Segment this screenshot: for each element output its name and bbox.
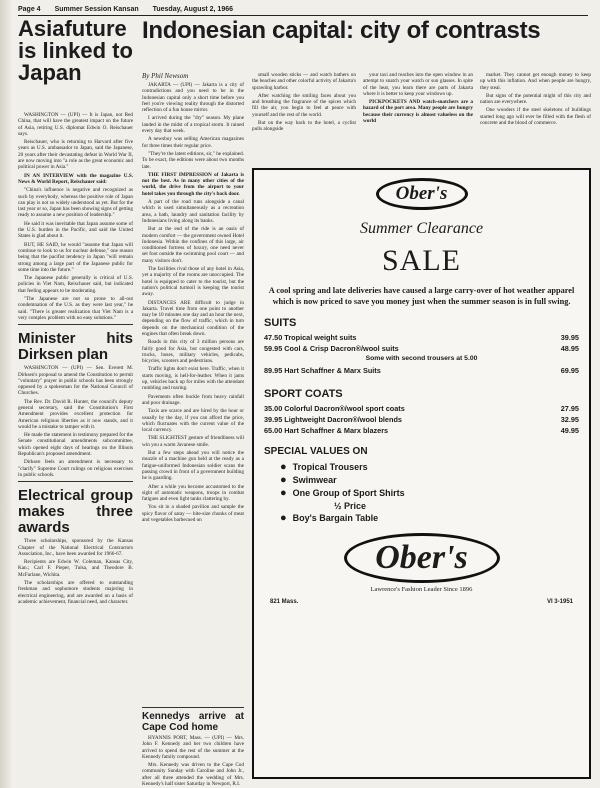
paragraph: Dirksen feels an amendment is necessary to "clarify" Supreme Court rulings on religious exercises in public schools.	[18, 459, 133, 478]
bullet-icon: ●	[280, 461, 287, 473]
special-item	[280, 487, 579, 500]
item-price: 39.95	[560, 333, 579, 342]
paragraph: "They're the latest editions, sir," he explained. To be exact, the editions were about two months late.	[142, 150, 244, 170]
item-name: 35.00 Colorful Dacron®/wool sport coats	[264, 404, 405, 413]
paragraph: WASHINGTON — (UPI) — Sen. Everett M. Dirksen's proposal to amend the Constitution to permit "voluntary" prayer in public schools has been strongly opposed by a spokesman for the National Council of Churches.	[18, 365, 133, 397]
column-1	[18, 112, 133, 782]
item-price: 48.95	[560, 344, 579, 353]
half-price-label: ½ Price	[334, 501, 367, 511]
bullet-icon: ●	[280, 487, 287, 499]
paragraph: Recipients are Edwin W. Coleman, Kansas City, Kan.; Carl F. Pieper, Tulsa, and Theodore B. McFarlane, Wichita.	[18, 559, 133, 578]
special-item	[280, 461, 579, 474]
obers-logo-bottom: Ober's	[344, 533, 500, 583]
price-line	[264, 332, 579, 343]
ad-tagline: Lawrence's Fashion Leader Since 1896	[370, 586, 473, 593]
paragraph: HYANNIS PORT, Mass. — (UPI) — Mrs. John F. Kennedy and her two children have arrived to spend the rest of the summer at the Kennedy family compound.	[142, 735, 244, 760]
price-line	[264, 403, 579, 414]
price-line	[264, 343, 579, 354]
suits-heading: SUITS	[264, 317, 297, 329]
paragraph: Roads in this city of 3 million persons are fairly good for Asia, but congested with cars, trucks, buses, military vehicles, pedicabs, bicycles, scooters and pedestrians.	[142, 339, 244, 365]
headline-kennedys: Kennedys arrive at Cape Cod home	[142, 711, 244, 733]
headline-dirksen: Minister hits Dirksen plan	[18, 330, 133, 364]
paragraph: Pavements often buckle from heavy rainfall and poor drainage.	[142, 393, 244, 406]
byline: By Phil Newsom	[142, 72, 189, 80]
special-item	[280, 512, 579, 525]
article-asia-japan	[18, 112, 133, 321]
paragraph: THE SLIGHTEST gesture of friendliness will win you a warm Javanese smile.	[142, 435, 244, 448]
headline-indonesian-capital: Indonesian capital: city of contrasts	[142, 17, 541, 44]
article-jakarta-part-3	[363, 72, 473, 164]
page-binding-edge	[0, 0, 12, 788]
paragraph: After watching the smiling faces about you and breathing the fragrance of the spices which fill the air, you begin to feel at peace with yourself and the rest of the world.	[252, 92, 356, 118]
special-item-label: Boy's Bargain Table	[292, 513, 379, 523]
paragraph: "The Japanese are not so prone to all-out condemnation of the U.S. as they were last year," he said. "There is greater realization that Viet Nam is a very complex problem with no easy solutions."	[18, 296, 133, 321]
paragraph: After a while you become accustomed to the sight of automatic weapons, troops in combat fatigues and even light tanks clattering by.	[142, 483, 244, 503]
divider	[18, 324, 133, 325]
item-price: 49.95	[560, 426, 579, 435]
suits-note: Some with second trousers at 5.00	[365, 355, 478, 362]
item-name: 65.00 Hart Schaffner & Marx blazers	[264, 426, 389, 435]
paragraph: THE FIRST IMPRESSION of Jakarta is not the best. As in many other cities of the world, the drive from the airport to your hotel takes you through the city's back door.	[142, 171, 244, 197]
divider	[18, 481, 133, 482]
paragraph: The Japanese public generally is critical of U.S. policies in Viet Nam, Reischauer said, but indicated that feeling appears to be moderating.	[18, 275, 133, 294]
article-electrical-group	[18, 538, 133, 605]
special-item	[280, 474, 579, 487]
article-jakarta-part-2	[252, 72, 356, 172]
column-2	[142, 72, 244, 700]
paragraph: Mrs. Kennedy was driven to the Cape Cod community Sunday with Caroline and John Jr., after all three attended the wedding of Mrs. Kennedy's half sister Saturday in Newport, R.I.	[142, 762, 244, 788]
special-values-list-2	[264, 512, 579, 525]
sport-coats-heading: SPORT COATS	[264, 388, 343, 400]
paragraph: The facilities rival those of any hotel in Asia, yet a majority of the rooms are unoccupied. The hotel is equipped to cater to the tourist, but the nation's political turmoil is keeping the tourist away.	[142, 266, 244, 298]
item-price: 32.95	[560, 415, 579, 424]
paragraph: I arrived during the "dry" season. My plane landed in the midst of a tropical storm. It rained every day that week.	[142, 115, 244, 135]
paragraph: PICKPOCKETS AND watch-snatchers are a hazard of the port area. Many people are hungry because their currency is almost valueless on the world	[363, 99, 473, 125]
paragraph: DISTANCES ARE difficult to judge in Jakarta. Travel time from one point to another may be 10 minutes one day and an hour the next, depending on the flow of traffic, which in turn depends on the mechanical condition of the engines that often break down.	[142, 299, 244, 337]
bullet-icon: ●	[280, 474, 287, 486]
paragraph: Taxis are scarce and are hired by the hour or usually by the day, if you can afford the price, which fluctuates with the current value of the local currency.	[142, 408, 244, 434]
paragraph: He made the statement in testimony prepared for the Senate constitutional amendments subcommittee, which opened eight days of hearings on the Illinois Republican's proposed amendment.	[18, 432, 133, 458]
item-name: 39.95 Lightweight Dacron®/wool blends	[264, 415, 402, 424]
paragraph: IN AN INTERVIEW with the magazine U.S. News & World Report, Reischauer said:	[18, 172, 133, 185]
paragraph: JAKARTA — (UPI) — Jakarta is a city of contradictions and you need to be in the Indonesian capital only a short time before you feel you're viewing reality through the distorted reflection of a fun house mirror.	[142, 82, 244, 114]
headline-electrical-group: Electrical group makes three awards	[18, 487, 133, 537]
price-line	[264, 414, 579, 425]
item-price: 27.95	[560, 404, 579, 413]
obers-logo-top: Ober's	[376, 178, 468, 210]
paragraph: small wooden sticks — and watch bathers on the beaches and other colorful activity of Jakarta's sprawling harbor.	[252, 72, 356, 91]
page-folio	[18, 6, 588, 16]
price-line	[264, 365, 579, 376]
ad-sale-title: SALE	[382, 244, 461, 277]
article-kennedys-box	[142, 704, 244, 788]
paragraph: A newsboy was selling American magazines for three times their regular price.	[142, 136, 244, 149]
item-name: 59.95 Cool & Crisp Dacron®/wool suits	[264, 344, 399, 353]
headline-asia-japan: Asiafuture is linked to Japan	[18, 16, 133, 85]
paragraph: But at the end of the ride is an oasis of modern comfort — the government owned Hotel Indonesia. Within the confines of this large, air conditioned fortress of luxury, one need never set foot outside the swimming pool court — and many visitors don't.	[142, 226, 244, 264]
article-jakarta-part-1	[142, 82, 244, 523]
store-address: 821 Mass.	[270, 599, 299, 605]
store-phone: VI 3-1951	[546, 599, 573, 605]
item-name: 47.50 Tropical weight suits	[264, 333, 357, 342]
ad-intro: A cool spring and late deliveries have caused a large carry-over of hot weather apparel which is now priced to save you money just when the summer season is in full swing.	[268, 286, 575, 306]
special-item-label: Tropical Trousers	[292, 462, 368, 472]
obers-advertisement	[252, 168, 591, 779]
paragraph: WASHINGTON — (UPI) — It is Japan, not Red China, that will have the greatest impact on the future of Asia, retiring U.S. diplomat Edwin O. Reischauer says.	[18, 112, 133, 137]
issue-date: Tuesday, August 2, 1966	[152, 6, 234, 13]
page-number: Page 4	[18, 6, 41, 13]
bullet-icon: ●	[280, 512, 287, 524]
special-item-label: One Group of Sport Shirts	[292, 488, 405, 498]
paper-name: Summer Session Kansan	[54, 6, 139, 13]
ad-footer	[264, 599, 579, 605]
paragraph: The scholarships are offered to outstanding freshman and sophomore students majoring in electrical engineering, and are awarded on a basis of academic achievement, financial need, and character.	[18, 580, 133, 605]
paragraph: He said it was inevitable that Japan assume some of the U.S. burden in the Pacific, and said the United States is glad about it.	[18, 220, 133, 240]
paragraph: A part of the road runs alongside a canal which is used simultaneously as a recreation area, a bath, laundry and sanitation facility by Indonesians living along its banks.	[142, 199, 244, 224]
paragraph: But on the way back to the hotel, a cyclist pulls alongside	[252, 120, 356, 133]
paragraph: Traffic lights don't exist here. Traffic, when it starts moving, is hell-for-leather. When it jams up, vehicles back up for miles with the attendant rumbling and roaring.	[142, 366, 244, 392]
paragraph: But signs of the potential might of this city and nation are everywhere.	[480, 92, 591, 106]
item-name: 89.95 Hart Schaffner & Marx Suits	[264, 366, 381, 375]
paragraph: BUT, HE SAID, he would "assume that Japan will continue to look to us for nuclear defense," one reason being that the pacifist tendency in Japan "will remain strong among a large part of the Japanese public for some time into the future."	[18, 241, 133, 273]
article-dirksen	[18, 365, 133, 478]
article-jakarta-part-4	[480, 72, 591, 164]
paragraph: market. They cannot get enough money to keep up with this inflation. And when people are hungry, they steal.	[480, 72, 591, 91]
price-line	[264, 425, 579, 436]
special-values-heading: SPECIAL VALUES ON	[264, 446, 368, 457]
paragraph: Three scholarships, sponsored by the Kansas Chapter of the National Electrical Contractors Association, Inc., have been awarded for 1966-67.	[18, 538, 133, 557]
paragraph: But a few steps ahead you will notice the muzzle of a machine gun held at the ready as a fatigue-uniformed Indonesian soldier scans the passing crowd in front of a government building he is guarding.	[142, 450, 244, 482]
paragraph: Reischauer, who is returning to Harvard after five years as U.S. ambassador to Japan, said the Japanese, 20 years after their devastating defeat in World War II, are now moving into "a role as the great economic and political power in Asia."	[18, 139, 133, 171]
item-price: 69.95	[560, 366, 579, 375]
divider	[142, 707, 244, 708]
paragraph: One wonders if the steel skeletons of buildings started long ago will ever be filled with the flesh of concrete and the blood of commerce.	[480, 107, 591, 127]
special-values-list	[264, 461, 579, 500]
paragraph: "China's influence is negative and recognized as such by everybody, whereas the positive role of Japan can play is not so widely understood as yet. But for the last year or so, Japan has been showing signs of getting ready to assume a new position of leadership."	[18, 187, 133, 219]
special-item-label: Swimwear	[292, 475, 337, 485]
paragraph: your taxi and reaches into the open window in an attempt to snatch your watch or sun glasses. In spite of the heat, you learn there are parts of Jakarta where it is better to keep your windows up.	[363, 72, 473, 97]
paragraph: You sit in a shaded pavilion and sample the spicy flavor of satay — bite-size chunks of meat and vegetables barbecued on	[142, 504, 244, 523]
paragraph: The Rev. Dr. David R. Hunter, the council's deputy general secretary, said the Constitution's First Amendment provides excellent protection for American religious liberties as it now stands, and it would be a mistake to tamper with it.	[18, 398, 133, 430]
ad-headline: Summer Clearance	[359, 220, 484, 237]
